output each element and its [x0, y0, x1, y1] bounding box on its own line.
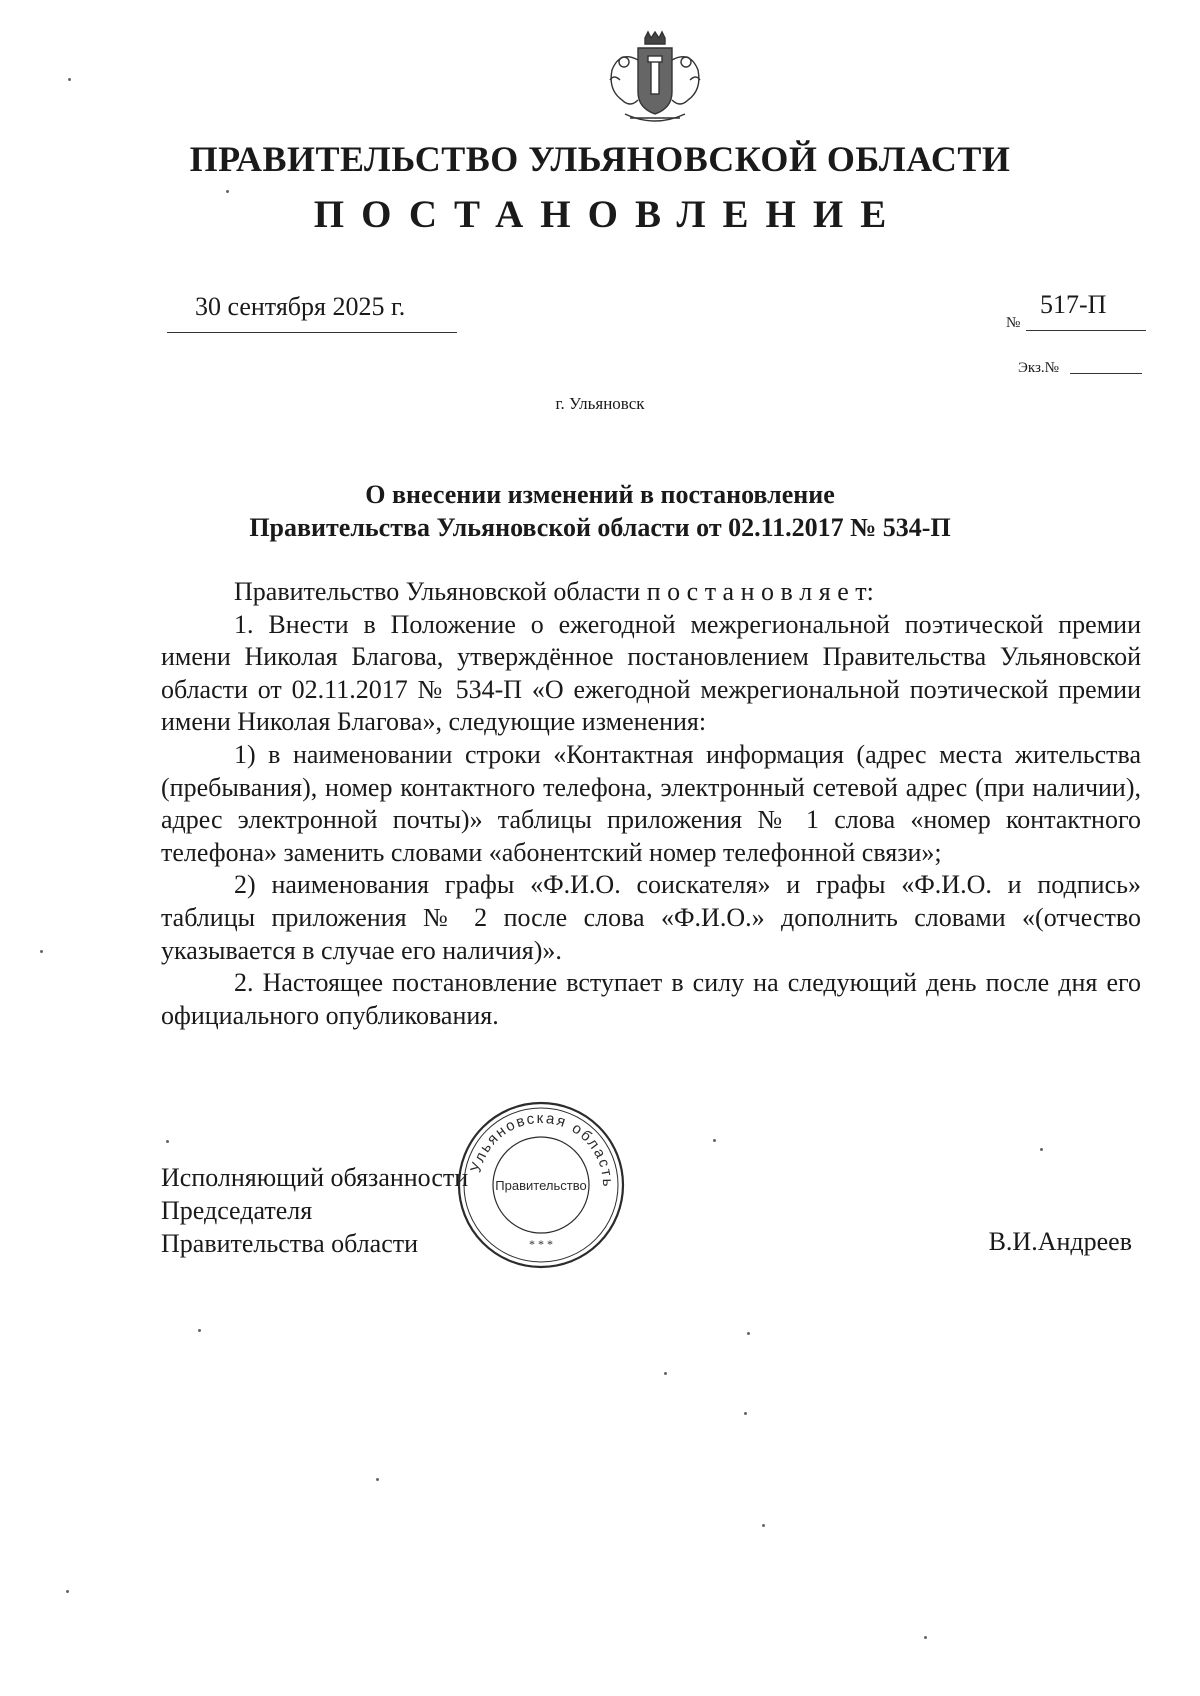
- document-body: [161, 576, 1141, 1032]
- scan-speck: [40, 950, 43, 953]
- copy-number-label: Экз.№: [1018, 360, 1059, 376]
- paragraph-1-1: 1) в наименовании строки «Контактная информация (адрес места жительства (пребывания), номер контактного телефона, электронный сетевой адрес (при наличии), адрес электронной почты)» таблицы приложения № 1 слова «номер контактного телефона» заменить словами «абонентский номер телефонной связи»;: [161, 739, 1141, 867]
- city: г. Ульяновск: [555, 394, 645, 413]
- scan-speck: [747, 1332, 750, 1335]
- document-date: 30 сентября 2025 г.: [195, 292, 406, 321]
- seal-ring-text: Ульяновская область: [467, 1109, 617, 1189]
- date-underline: [167, 332, 457, 333]
- document-subject: [0, 478, 1200, 544]
- coat-of-arms-icon: [600, 30, 710, 130]
- scan-speck: [198, 1329, 201, 1332]
- scan-speck: [166, 1140, 169, 1143]
- signatory-position: [161, 1161, 468, 1260]
- scan-speck: [1040, 1148, 1043, 1151]
- official-seal: [456, 1100, 626, 1270]
- signatory-name: В.И.Андреев: [988, 1227, 1132, 1256]
- seal-star-icon: * * *: [529, 1237, 553, 1251]
- scan-speck: [226, 190, 229, 193]
- document-type-heading: ПОСТАНОВЛЕНИЕ: [313, 193, 904, 236]
- number-underline: [1026, 330, 1146, 331]
- copy-number-underline: [1070, 373, 1142, 374]
- scan-speck: [744, 1412, 747, 1415]
- subject-line-2: Правительства Ульяновской области от 02.11.2017 № 534-П: [249, 513, 951, 542]
- scan-speck: [924, 1636, 927, 1639]
- paragraph-2: 2. Настоящее постановление вступает в силу на следующий день после дня его официального опубликования.: [161, 968, 1141, 1030]
- scan-speck: [762, 1524, 765, 1527]
- number-label: №: [1006, 315, 1021, 331]
- paragraph-1-2: 2) наименования графы «Ф.И.О. соискателя» и графы «Ф.И.О. и подпись» таблицы приложения № 2 после слова «Ф.И.О.» дополнить словами «(отчество указывается в случае его наличия)».: [161, 870, 1141, 965]
- document-number: 517-П: [1040, 290, 1107, 319]
- position-line-3: Правительства области: [161, 1229, 419, 1258]
- position-line-2: Председателя: [161, 1196, 313, 1225]
- position-line-1: Исполняющий обязанности: [161, 1163, 469, 1192]
- intro-lead: Правительство Ульяновской области: [234, 577, 641, 606]
- scan-speck: [376, 1478, 379, 1481]
- scan-speck: [68, 78, 71, 81]
- organization-title: ПРАВИТЕЛЬСТВО УЛЬЯНОВСКОЙ ОБЛАСТИ: [189, 139, 1011, 179]
- intro-paragraph: [161, 576, 1141, 609]
- seal-center-text: Правительство: [495, 1178, 587, 1193]
- scan-speck: [66, 1590, 69, 1593]
- scan-speck: [664, 1372, 667, 1375]
- subject-line-1: О внесении изменений в постановление: [365, 480, 835, 509]
- scan-speck: [713, 1139, 716, 1142]
- paragraph-1: 1. Внести в Положение о ежегодной межрегиональной поэтической премии имени Николая Благова, утверждённое постановлением Правительства Ульяновской области от 02.11.2017 № 534-П «О ежегодной межрегиональной поэтической премии имени Николая Благова», следующие изменения:: [161, 609, 1141, 737]
- intro-verb: п о с т а н о в л я е т:: [646, 577, 874, 606]
